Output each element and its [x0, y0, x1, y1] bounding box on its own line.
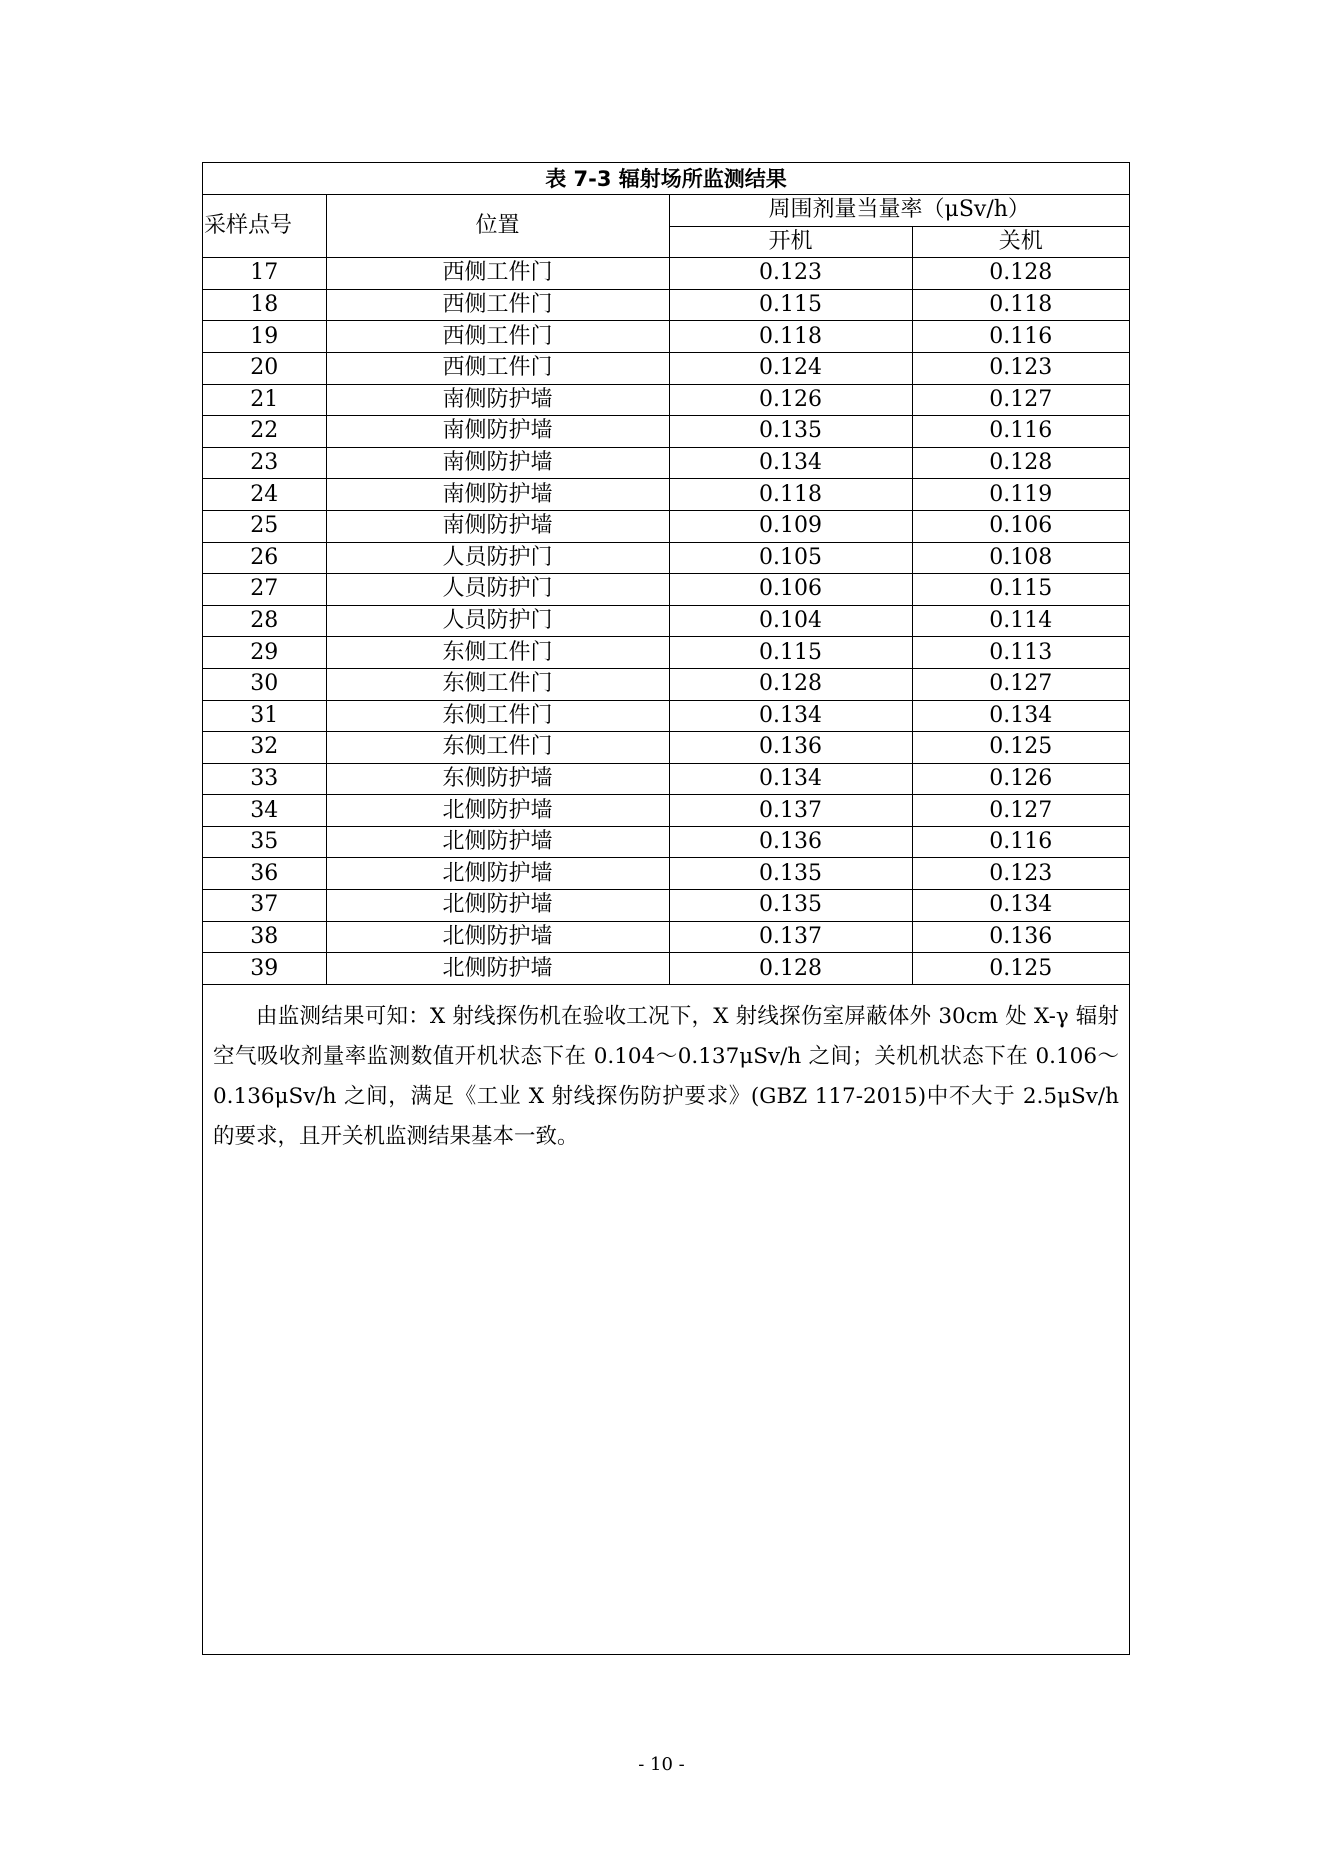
header-on: 开机	[669, 226, 912, 258]
location-cell: 北侧防护墙	[326, 921, 669, 953]
dose-on-cell: 0.123	[669, 258, 912, 290]
dose-on-cell: 0.106	[669, 574, 912, 606]
header-dose-rate: 周围剂量当量率（μSv/h）	[669, 195, 1129, 227]
sample-id-cell: 21	[203, 384, 326, 416]
table-row	[203, 321, 1129, 353]
dose-off-cell: 0.128	[912, 258, 1129, 290]
table-row	[203, 795, 1129, 827]
dose-on-cell: 0.118	[669, 479, 912, 511]
dose-off-cell: 0.113	[912, 637, 1129, 669]
dose-on-cell: 0.135	[669, 416, 912, 448]
location-cell: 西侧工件门	[326, 321, 669, 353]
dose-off-cell: 0.108	[912, 542, 1129, 574]
sample-id-cell: 28	[203, 605, 326, 637]
location-cell: 西侧工件门	[326, 289, 669, 321]
dose-on-cell: 0.115	[669, 289, 912, 321]
table-body	[203, 258, 1129, 985]
table-row	[203, 258, 1129, 290]
dose-off-cell: 0.128	[912, 447, 1129, 479]
table-row	[203, 447, 1129, 479]
sample-id-cell: 23	[203, 447, 326, 479]
location-cell: 北侧防护墙	[326, 953, 669, 985]
sample-id-cell: 37	[203, 890, 326, 922]
sample-id-cell: 26	[203, 542, 326, 574]
header-location: 位置	[326, 195, 669, 258]
dose-on-cell: 0.118	[669, 321, 912, 353]
dose-off-cell: 0.125	[912, 953, 1129, 985]
dose-on-cell: 0.134	[669, 447, 912, 479]
dose-on-cell: 0.137	[669, 921, 912, 953]
table-row	[203, 352, 1129, 384]
location-cell: 人员防护门	[326, 542, 669, 574]
table-row	[203, 826, 1129, 858]
dose-off-cell: 0.126	[912, 763, 1129, 795]
dose-on-cell: 0.124	[669, 352, 912, 384]
table-row	[203, 921, 1129, 953]
sample-id-cell: 19	[203, 321, 326, 353]
sample-id-cell: 35	[203, 826, 326, 858]
location-cell: 南侧防护墙	[326, 447, 669, 479]
page-number: - 10 -	[638, 1754, 685, 1775]
dose-on-cell: 0.128	[669, 668, 912, 700]
dose-off-cell: 0.114	[912, 605, 1129, 637]
sample-id-cell: 32	[203, 732, 326, 764]
dose-on-cell: 0.126	[669, 384, 912, 416]
dose-on-cell: 0.109	[669, 510, 912, 542]
table-title: 表 7-3 辐射场所监测结果	[203, 163, 1129, 195]
sample-id-cell: 33	[203, 763, 326, 795]
sample-id-cell: 38	[203, 921, 326, 953]
location-cell: 人员防护门	[326, 605, 669, 637]
location-cell: 东侧工件门	[326, 732, 669, 764]
table-row	[203, 732, 1129, 764]
sample-id-cell: 18	[203, 289, 326, 321]
location-cell: 南侧防护墙	[326, 416, 669, 448]
location-cell: 北侧防护墙	[326, 795, 669, 827]
dose-on-cell: 0.137	[669, 795, 912, 827]
location-cell: 南侧防护墙	[326, 479, 669, 511]
sample-id-cell: 25	[203, 510, 326, 542]
sample-id-cell: 31	[203, 700, 326, 732]
report-frame	[202, 162, 1130, 1655]
dose-on-cell: 0.128	[669, 953, 912, 985]
location-cell: 北侧防护墙	[326, 858, 669, 890]
dose-on-cell: 0.104	[669, 605, 912, 637]
table-title-row	[203, 163, 1129, 195]
monitoring-results-table	[203, 163, 1129, 985]
table-row	[203, 542, 1129, 574]
dose-off-cell: 0.118	[912, 289, 1129, 321]
dose-off-cell: 0.116	[912, 826, 1129, 858]
conclusion-paragraph: 由监测结果可知：X 射线探伤机在验收工况下，X 射线探伤室屏蔽体外 30cm 处 X-γ 辐射空气吸收剂量率监测数值开机状态下在 0.104～0.137μSv/h 之间；关机机状态下在 0.106～0.136μSv/h 之间，满足《工业 X 射线探伤防护要求》(GBZ 117-2015)中不大于 2.5μSv/h 的要求，且开关机监测结果基本一致。	[213, 1003, 1119, 1149]
dose-off-cell: 0.106	[912, 510, 1129, 542]
dose-off-cell: 0.127	[912, 384, 1129, 416]
dose-on-cell: 0.135	[669, 890, 912, 922]
table-row	[203, 510, 1129, 542]
table-row	[203, 763, 1129, 795]
location-cell: 北侧防护墙	[326, 826, 669, 858]
sample-id-cell: 30	[203, 668, 326, 700]
table-row	[203, 384, 1129, 416]
dose-off-cell: 0.127	[912, 795, 1129, 827]
location-cell: 东侧工件门	[326, 700, 669, 732]
table-row	[203, 668, 1129, 700]
table-row	[203, 858, 1129, 890]
table-row	[203, 574, 1129, 606]
location-cell: 南侧防护墙	[326, 510, 669, 542]
sample-id-cell: 29	[203, 637, 326, 669]
dose-off-cell: 0.119	[912, 479, 1129, 511]
sample-id-cell: 20	[203, 352, 326, 384]
location-cell: 东侧防护墙	[326, 763, 669, 795]
table-row	[203, 416, 1129, 448]
sample-id-cell: 34	[203, 795, 326, 827]
location-cell: 东侧工件门	[326, 668, 669, 700]
dose-on-cell: 0.134	[669, 700, 912, 732]
header-off: 关机	[912, 226, 1129, 258]
dose-off-cell: 0.125	[912, 732, 1129, 764]
table-row	[203, 890, 1129, 922]
location-cell: 南侧防护墙	[326, 384, 669, 416]
table-row	[203, 637, 1129, 669]
dose-on-cell: 0.136	[669, 732, 912, 764]
location-cell: 西侧工件门	[326, 258, 669, 290]
sample-id-cell: 24	[203, 479, 326, 511]
sample-id-cell: 17	[203, 258, 326, 290]
dose-off-cell: 0.123	[912, 352, 1129, 384]
dose-on-cell: 0.136	[669, 826, 912, 858]
dose-off-cell: 0.116	[912, 416, 1129, 448]
table-row	[203, 605, 1129, 637]
dose-off-cell: 0.136	[912, 921, 1129, 953]
dose-off-cell: 0.134	[912, 700, 1129, 732]
dose-off-cell: 0.127	[912, 668, 1129, 700]
dose-on-cell: 0.134	[669, 763, 912, 795]
table-row	[203, 289, 1129, 321]
location-cell: 西侧工件门	[326, 352, 669, 384]
table-row	[203, 479, 1129, 511]
header-row-1	[203, 195, 1129, 227]
location-cell: 北侧防护墙	[326, 890, 669, 922]
dose-off-cell: 0.123	[912, 858, 1129, 890]
table-row	[203, 953, 1129, 985]
header-sample-point: 采样点号	[203, 195, 326, 258]
sample-id-cell: 22	[203, 416, 326, 448]
location-cell: 人员防护门	[326, 574, 669, 606]
dose-off-cell: 0.134	[912, 890, 1129, 922]
sample-id-cell: 39	[203, 953, 326, 985]
dose-on-cell: 0.105	[669, 542, 912, 574]
dose-off-cell: 0.115	[912, 574, 1129, 606]
location-cell: 东侧工件门	[326, 637, 669, 669]
dose-on-cell: 0.135	[669, 858, 912, 890]
sample-id-cell: 27	[203, 574, 326, 606]
dose-on-cell: 0.115	[669, 637, 912, 669]
sample-id-cell: 36	[203, 858, 326, 890]
table-row	[203, 700, 1129, 732]
dose-off-cell: 0.116	[912, 321, 1129, 353]
